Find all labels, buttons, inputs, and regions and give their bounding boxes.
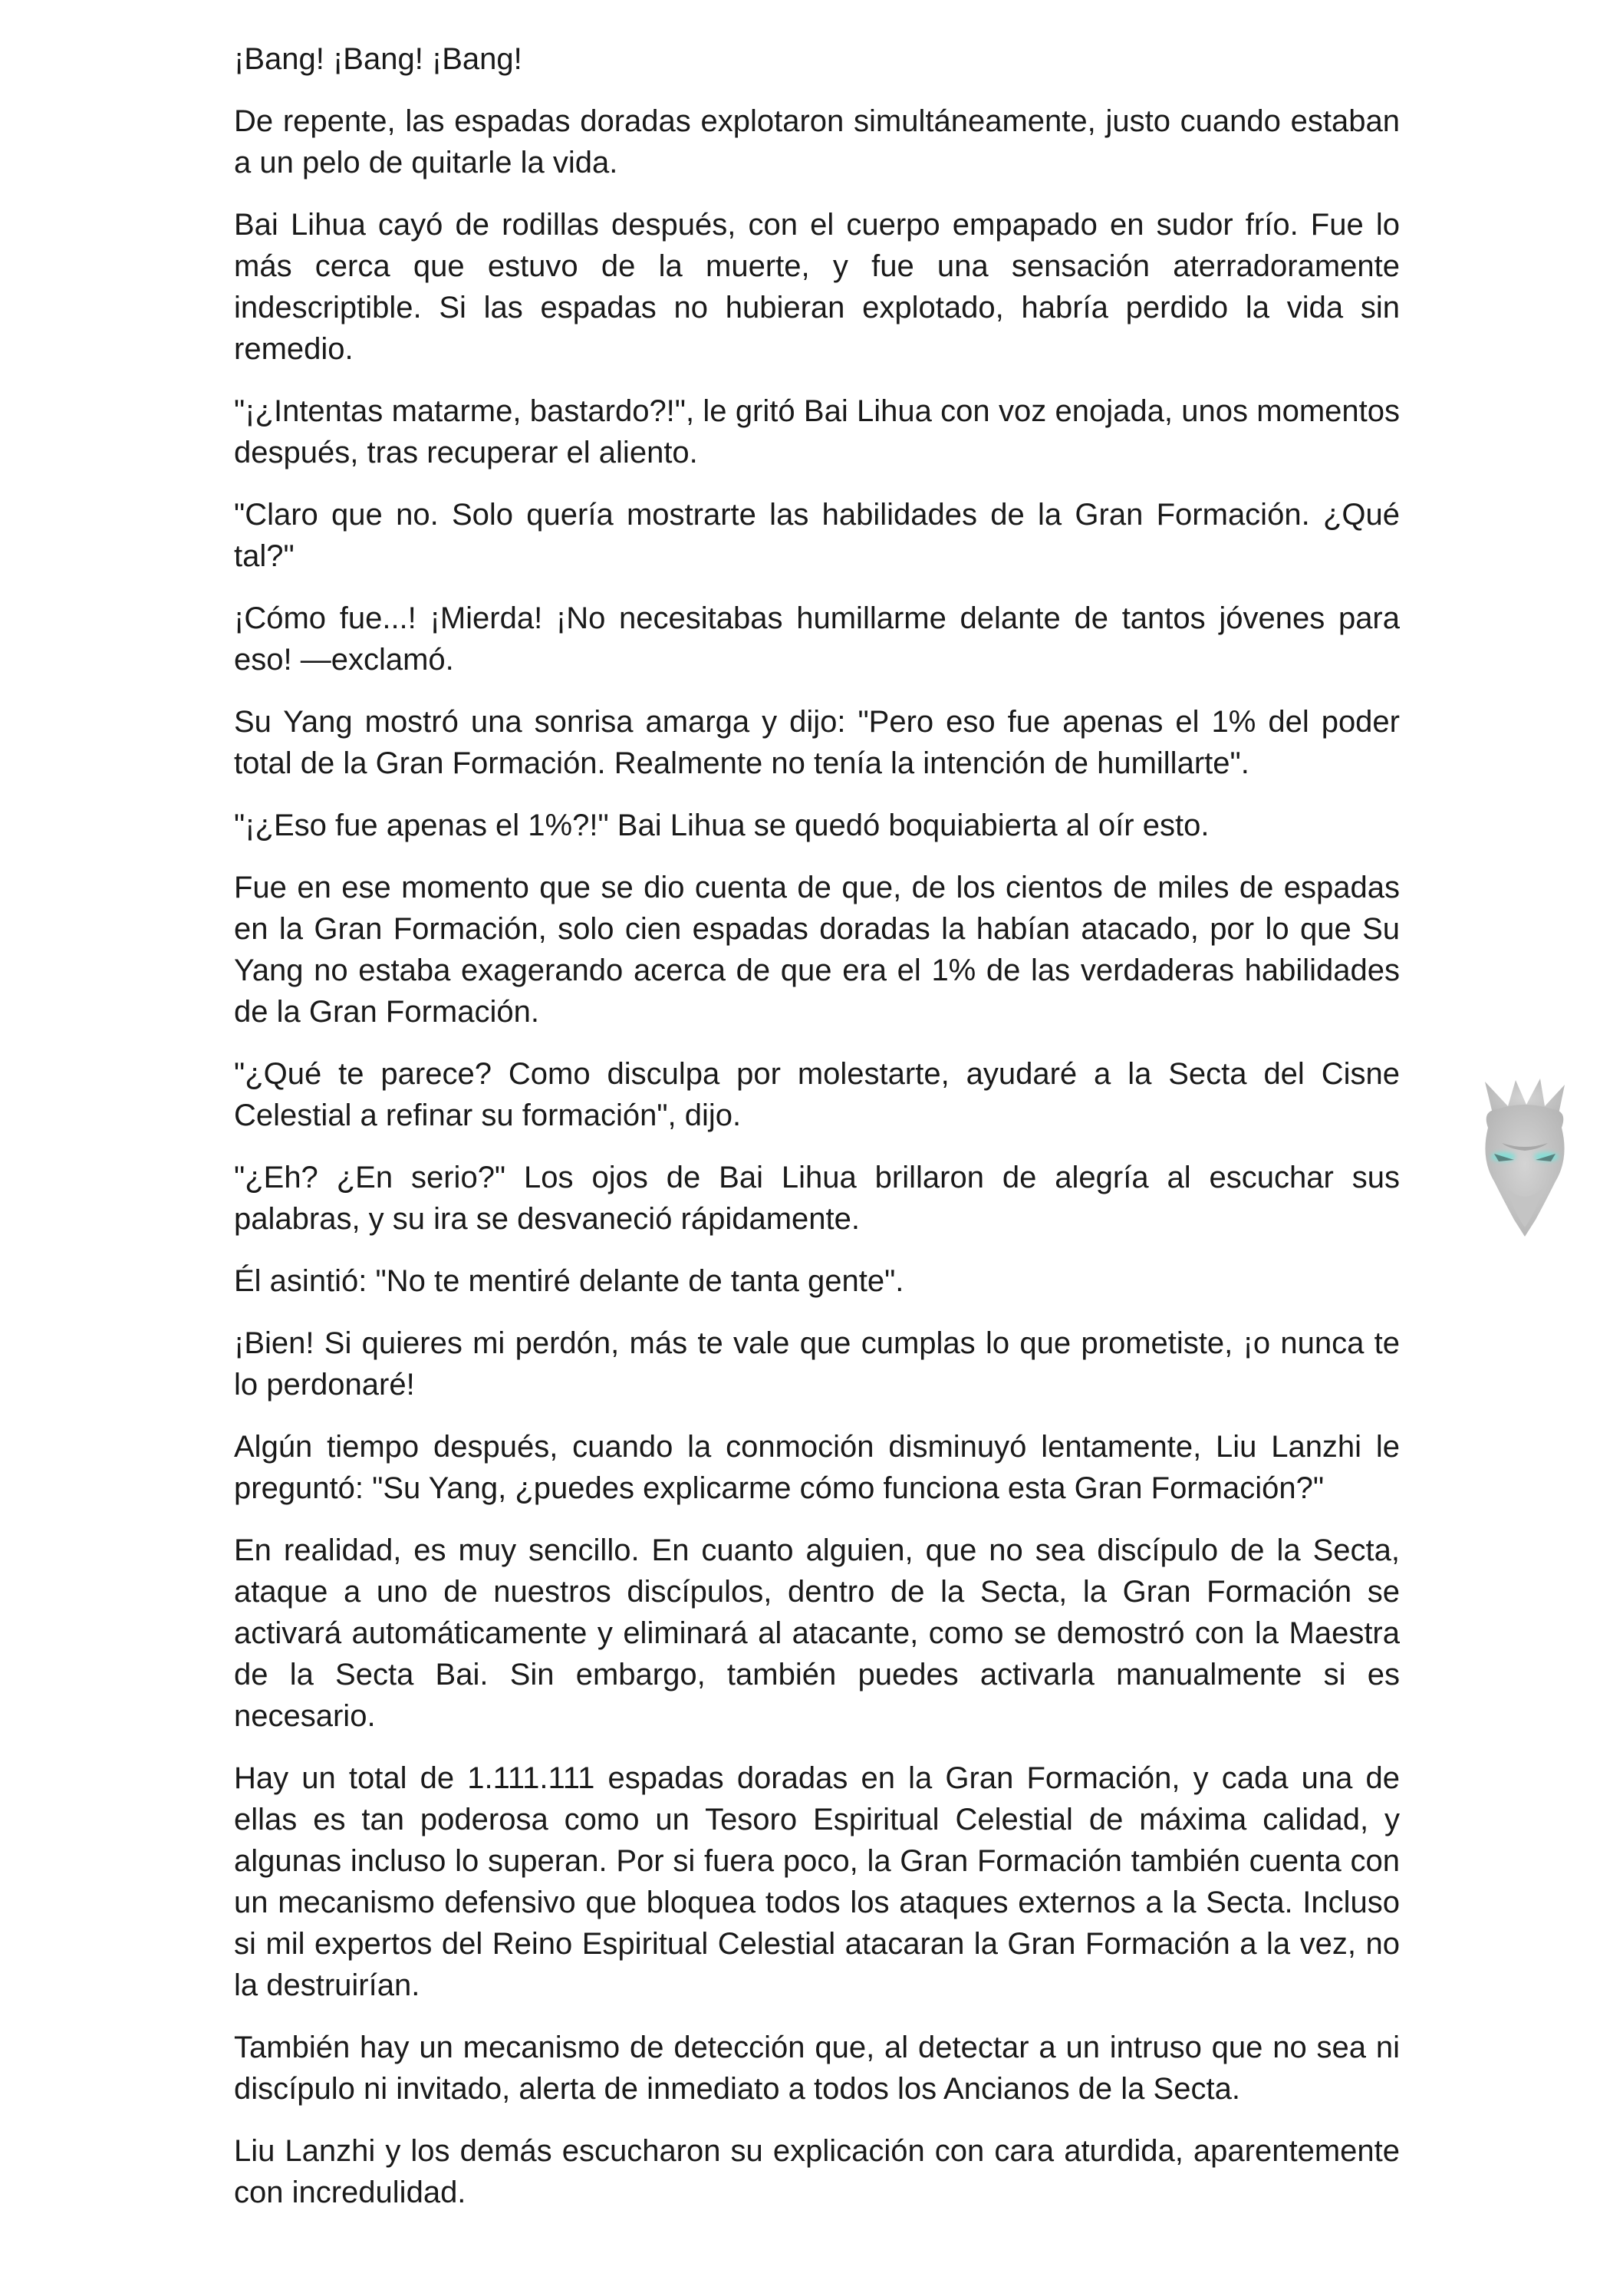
paragraph: Hay un total de 1.111.111 espadas doradas en la Gran Formación, y cada una de ellas es tan poderosa como un Tesoro Espiritual Celestial de máxima calidad, y algunas incluso lo superan. Por si fuera poco, la Gran Formación también cuenta con un mecanismo defensivo que bloquea todos los ataques externos a la Secta. Incluso si mil expertos del Reino Espiritual Celestial atacaran la Gran Formación a la vez, no la destruirían. — [234, 1761, 1400, 2002]
paragraph: "¿Eh? ¿En serio?" Los ojos de Bai Lihua brillaron de alegría al escuchar sus palabras, y su ira se desvaneció rápidamente. — [234, 1161, 1400, 1236]
paragraph: ¡Cómo fue...! ¡Mierda! ¡No necesitabas humillarme delante de tantos jóvenes para eso! —exclamó. — [234, 601, 1400, 677]
paragraph: De repente, las espadas doradas explotaron simultáneamente, justo cuando estaban a un pelo de quitarle la vida. — [234, 104, 1400, 180]
paragraph: "¿Qué te parece? Como disculpa por molestarte, ayudaré a la Secta del Cisne Celestial a refinar su formación", dijo. — [234, 1057, 1400, 1132]
paragraph: Fue en ese momento que se dio cuenta de que, de los cientos de miles de espadas en la Gran Formación, solo cien espadas doradas la habían atacado, por lo que Su Yang no estaba exagerando acerca de que era el 1% de las verdaderas habilidades de la Gran Formación. — [234, 871, 1400, 1029]
paragraph: ¡Bien! Si quieres mi perdón, más te vale que cumplas lo que prometiste, ¡o nunca te lo perdonaré! — [234, 1326, 1400, 1402]
paragraph: Él asintió: "No te mentiré delante de tanta gente". — [234, 1264, 904, 1298]
paragraph: Algún tiempo después, cuando la conmoción disminuyó lentamente, Liu Lanzhi le preguntó: "Su Yang, ¿puedes explicarme cómo funciona esta Gran Formación?" — [234, 1430, 1400, 1505]
paragraph: "Claro que no. Solo quería mostrarte las habilidades de la Gran Formación. ¿Qué tal?" — [234, 498, 1400, 573]
document-page — [234, 38, 1400, 2234]
paragraph: "¡¿Eso fue apenas el 1%?!" Bai Lihua se quedó boquiabierta al oír esto. — [234, 809, 1210, 842]
demon-head-icon — [1471, 1074, 1579, 1243]
paragraph: También hay un mecanismo de detección que, al detectar a un intruso que no sea ni discípulo ni invitado, alerta de inmediato a todos los Ancianos de la Secta. — [234, 2031, 1400, 2106]
paragraph: Liu Lanzhi y los demás escucharon su explicación con cara aturdida, aparentemente con incredulidad. — [234, 2134, 1400, 2209]
paragraph: ¡Bang! ¡Bang! ¡Bang! — [234, 42, 522, 76]
paragraph: Su Yang mostró una sonrisa amarga y dijo: "Pero eso fue apenas el 1% del poder total de la Gran Formación. Realmente no tenía la intención de humillarte". — [234, 705, 1400, 780]
paragraph: Bai Lihua cayó de rodillas después, con el cuerpo empapado en sudor frío. Fue lo más cerca que estuvo de la muerte, y fue una sensación aterradoramente indescriptible. Si las espadas no hubieran explotado, habría perdido la vida sin remedio. — [234, 208, 1400, 366]
paragraph: "¡¿Intentas matarme, bastardo?!", le gritó Bai Lihua con voz enojada, unos momentos después, tras recuperar el aliento. — [234, 394, 1400, 469]
paragraph: En realidad, es muy sencillo. En cuanto alguien, que no sea discípulo de la Secta, ataque a uno de nuestros discípulos, dentro de la Secta, la Gran Formación se activará automáticamente y eliminará al atacante, como se demostró con la Maestra de la Secta Bai. Sin embargo, también puedes activarla manualmente si es necesario. — [234, 1533, 1400, 1733]
